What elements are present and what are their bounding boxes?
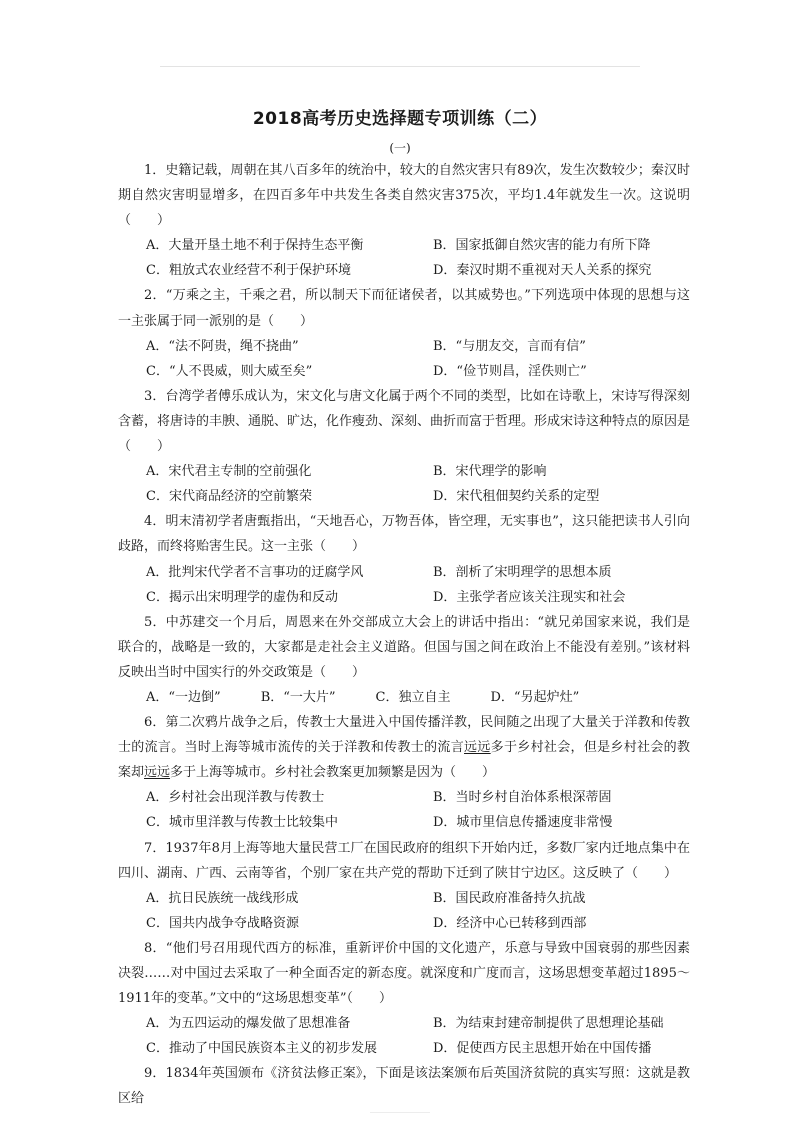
option-a: A．乡村社会出现洋教与传教士 [146,790,325,806]
question-stem: 8．“他们号召用现代西方的标准，重新评价中国的文化遗产，乐意与导致中国衰弱的那些因素决裂……对中国过去采取了一种全面否定的新态度。就深度和广度而言，这场思想变革超过1895～1911年的变革。”文中的“这场思想变革”（ ） [118,940,690,1007]
option-c: C．国共内战争夺战略资源 [146,915,299,931]
question-2 [118,283,690,383]
question-7 [118,836,690,936]
question-stem [118,710,690,785]
option-c: C．宋代商品经济的空前繁荣 [146,489,312,505]
option-d: D．“俭节则昌，淫佚则亡” [433,363,587,379]
option-b: B．宋代理学的影响 [433,464,547,480]
option-c: C．“人不畏威，则大威至矣” [146,363,313,379]
option-c: C．揭示出宋明理学的虚伪和反动 [146,589,338,605]
option-a: A．宋代君主专制的空前强化 [146,464,312,480]
option-d: D．促使西方民主思想开始在中国传播 [433,1041,652,1057]
option-d: D．宋代租佃契约关系的定型 [433,489,600,505]
option-c: C．粗放式农业经营不利于保护环境 [146,263,351,279]
question-3 [118,384,690,509]
option-b: B．“与朋友交，言而有信” [433,338,586,354]
options [118,1011,690,1061]
question-stem: 5．中苏建交一个月后，周恩来在外交部成立大会上的讲话中指出：“就兄弟国家来说，我们是联合的，战略是一致的，大家都是走社会主义道路。但国与国之间在政治上不能没有差别。”该材料反映出当时中国实行的外交政策是（ ） [118,614,690,680]
question-stem: 9．1834年英国颁布《济贫法修正案》，下面是该法案颁布后英国济贫院的真实写照：这就是教区给 [118,1066,690,1107]
options [118,785,690,835]
option-b: B．剖析了宋明理学的思想本质 [433,564,612,580]
option-b: B．国家抵御自然灾害的能力有所下降 [433,238,651,254]
question-stem: 7．1937年8月上海等地大量民营工厂在国民政府的组织下开始内迁，多数厂家内迁地点集中在四川、湖南、广西、云南等省，个别厂家在共产党的帮助下迁到了陕甘宁边区。这反映了（ ） [118,840,690,881]
options [118,886,690,936]
footer-mark [370,1112,430,1113]
question-6 [118,710,690,835]
question-stem: 2．“万乘之主，千乘之君，所以制天下而征诸侯者，以其威势也。”下列选项中体现的思想与这一主张属于同一派别的是（ ） [118,288,690,329]
options [118,560,690,610]
question-5 [118,610,690,710]
page-title: 2018高考历史选择题专项训练（二） [252,109,548,129]
option-b: B．“一大片” [260,689,336,705]
option-d: D．“另起炉灶” [490,689,580,705]
question-4 [118,509,690,609]
question-9 [118,1061,690,1111]
stem-part: 多于上海等城市。乡村社会教案更加频繁是因为（ ） [170,765,496,781]
options [118,685,690,710]
option-b: B．国民政府准备持久抗战 [433,890,586,906]
question-1 [118,158,690,283]
options [118,334,690,384]
option-c: C．独立自主 [375,689,451,705]
section-label: (一) [389,141,411,155]
option-a: A．大量开垦土地不利于保持生态平衡 [146,238,364,254]
option-b: B．为结束封建帝制提供了思想理论基础 [433,1016,664,1032]
options [118,459,690,509]
question-8 [118,936,690,1061]
option-a: A．“一边倒” [146,689,221,705]
option-a: A．为五四运动的爆发做了思想准备 [146,1016,351,1032]
option-a: A．批判宋代学者不言事功的迂腐学风 [146,564,364,580]
option-a: A．“法不阿贵，绳不挠曲” [146,338,299,354]
option-a: A．抗日民族统一战线形成 [146,890,299,906]
option-c: C．城市里洋教与传教士比较集中 [146,815,338,831]
option-d: D．主张学者应该关注现实和社会 [433,589,626,605]
question-stem: 3．台湾学者傅乐成认为，宋文化与唐文化属于两个不同的类型，比如在诗歌上，宋诗写得深刻含蓄，将唐诗的丰腴、通脱、旷达，化作瘦劲、深刻、曲折而富于哲理。形成宋诗这种特点的原因是（ ） [118,388,691,455]
option-c: C．推动了中国民族资本主义的初步发展 [146,1041,377,1057]
header-rule [160,66,640,67]
question-stem: 1．史籍记载，周朝在其八百多年的统治中，较大的自然灾害只有89次，发生次数较少；秦汉时期自然灾害明显增多，在四百多年中共发生各类自然灾害375次，平均1.4年就发生一次。这说明（ ） [118,163,690,229]
option-d: D．经济中心已转移到西部 [433,915,587,931]
underlined-word: 远远 [464,740,491,756]
stem-part: 多于乡村社会，但是乡村社会的教案却 [118,740,690,781]
question-list [118,158,690,1112]
option-d: D．秦汉时期不重视对天人关系的探究 [433,263,652,279]
stem-part: 6．第二次鸦片战争之后，传教士大量进入中国传播洋教，民间随之出现了大量关于洋教和传教士的流言。当时上海等城市流传的关于洋教和传教士的流言 [118,715,690,756]
option-d: D．城市里信息传播速度非常慢 [433,815,613,831]
underlined-word: 远远 [144,765,171,781]
option-b: B．当时乡村自治体系根深蒂固 [433,790,612,806]
options [118,233,690,283]
question-stem: 4．明末清初学者唐甄指出，“天地吾心，万物吾体，皆空理，无实事也”，这只能把读书人引向歧路，而终将贻害生民。这一主张（ ） [118,514,690,555]
